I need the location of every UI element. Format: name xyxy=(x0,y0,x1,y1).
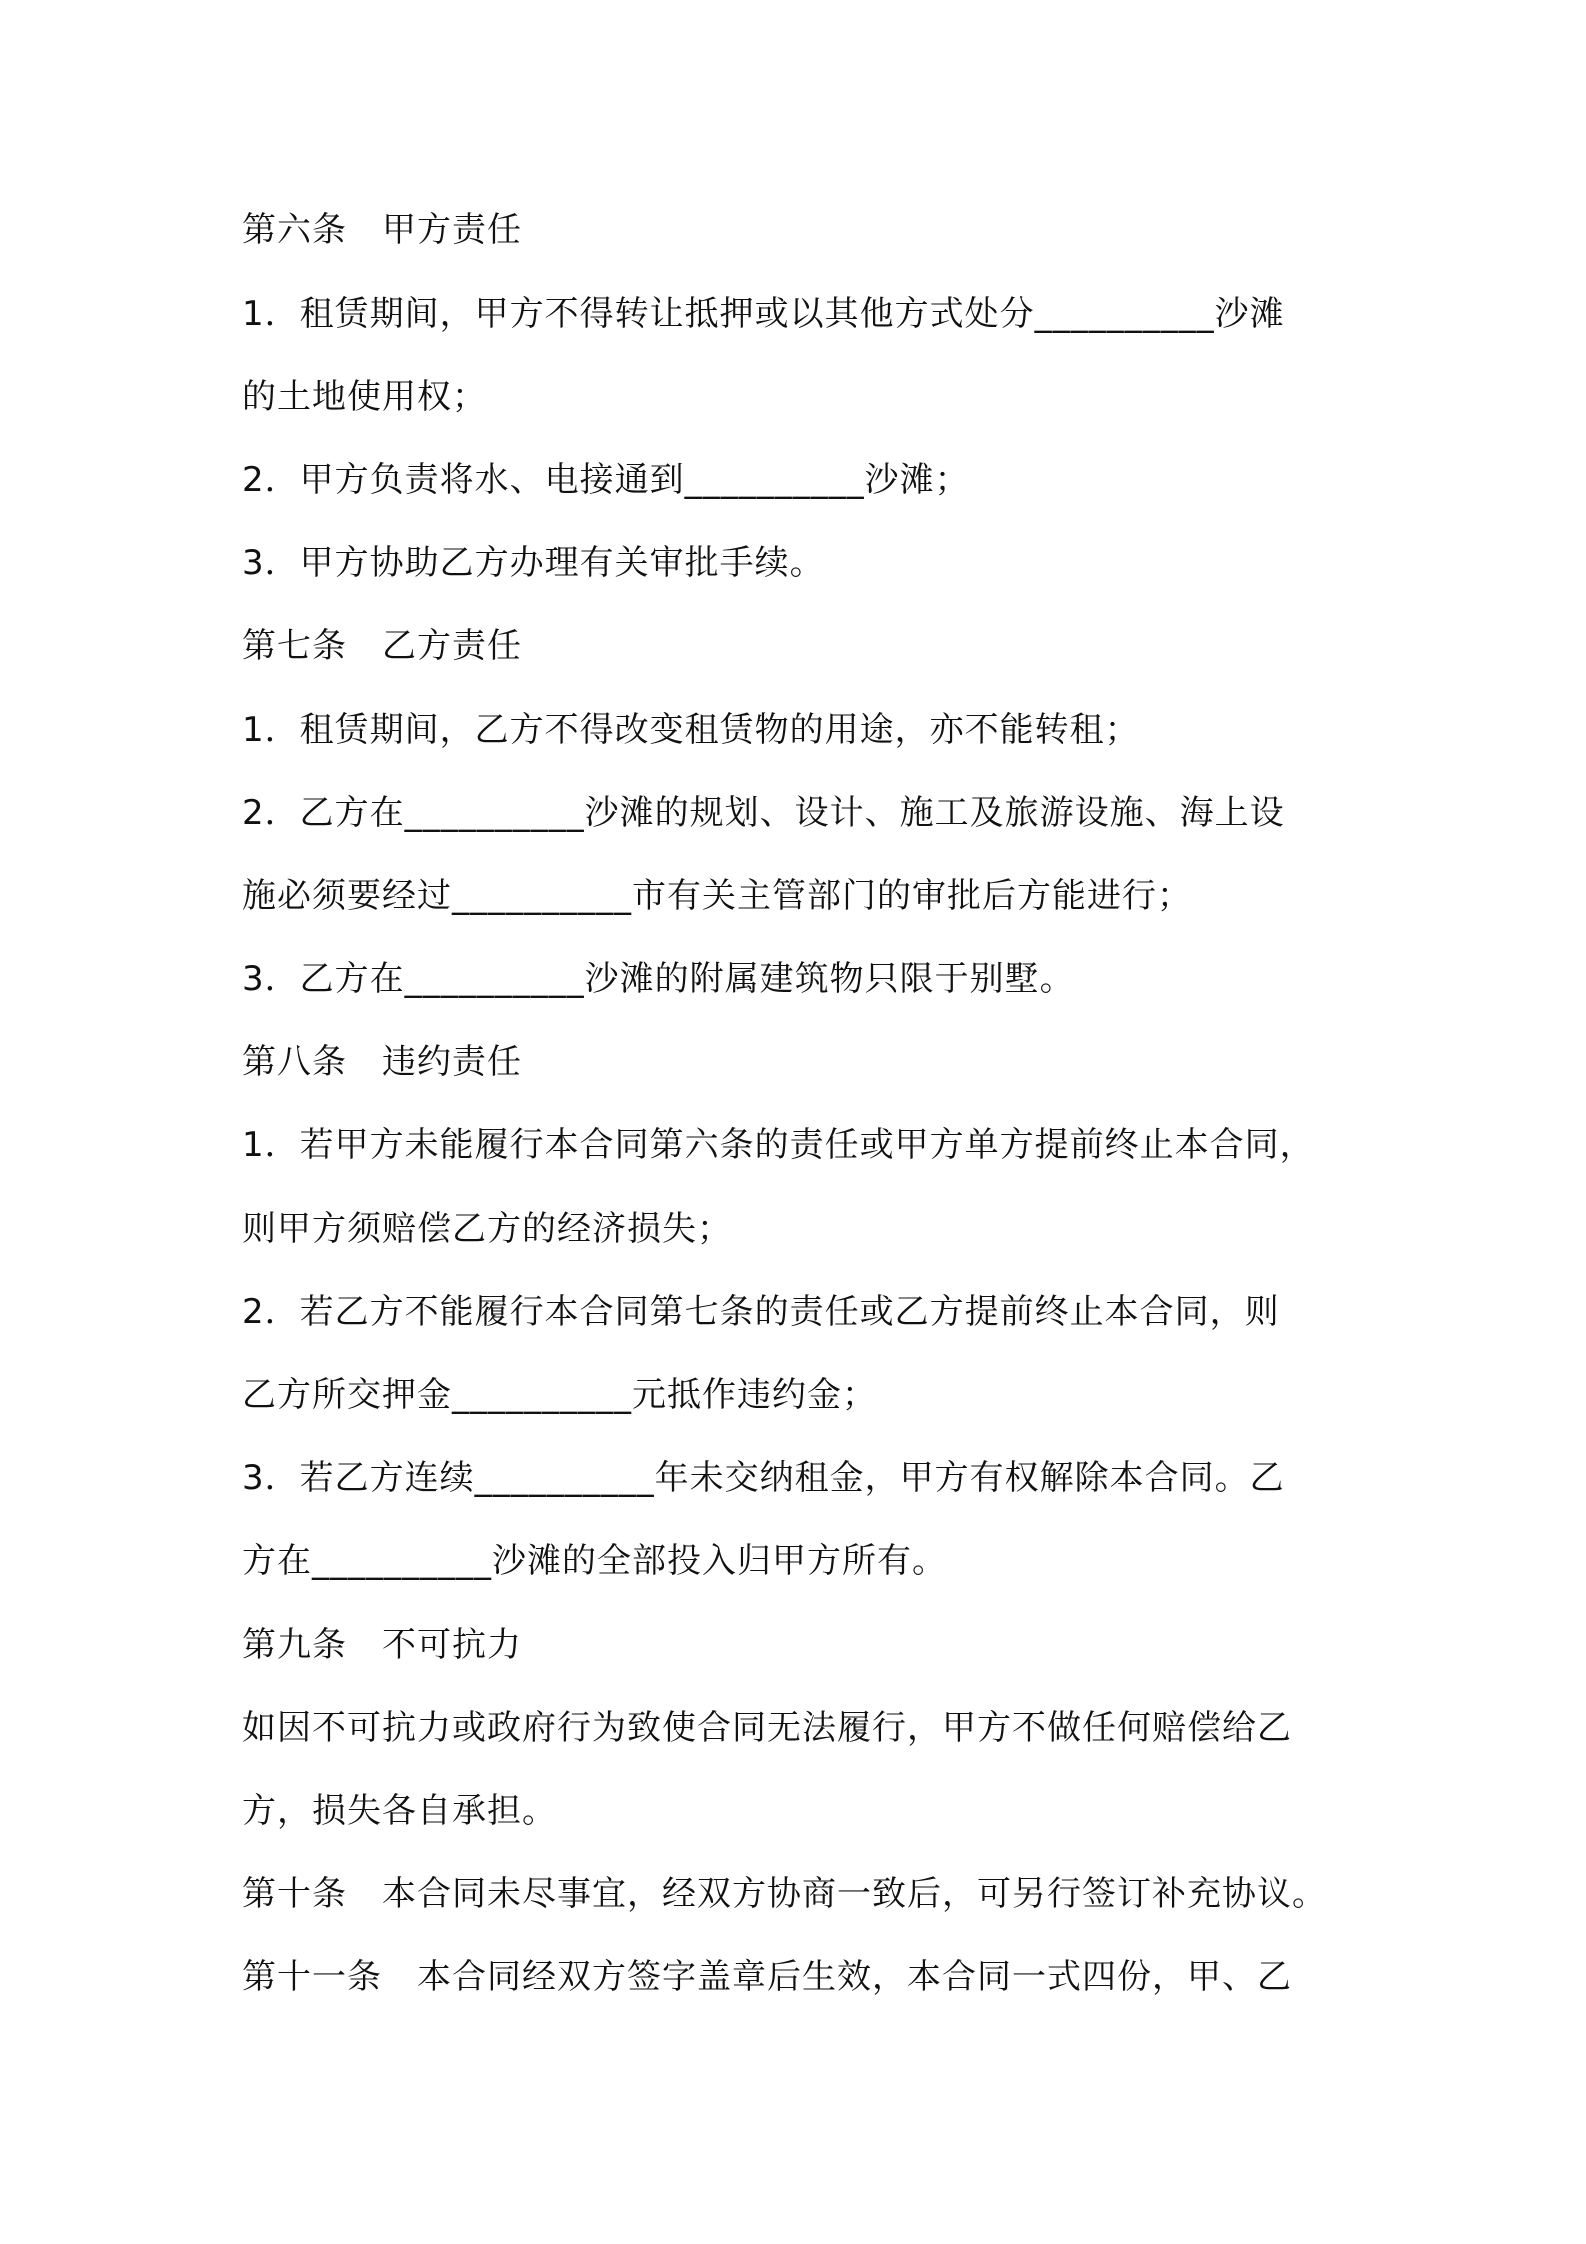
article-8-heading: 第八条 违约责任 xyxy=(242,1042,522,1082)
article-8-clause-1-cont: 则甲方须赔偿乙方的经济损失； xyxy=(242,1209,732,1249)
article-6-heading: 第六条 甲方责任 xyxy=(242,210,522,250)
article-7-clause-3: 3．乙方在__________沙滩的附属建筑物只限于别墅。 xyxy=(242,959,1075,999)
article-6-clause-1-cont: 的土地使用权； xyxy=(242,377,487,417)
article-8-clause-3: 3．若乙方连续__________年未交纳租金，甲方有权解除本合同。乙 xyxy=(242,1458,1285,1498)
article-7-clause-2-cont: 施必须要经过__________市有关主管部门的审批后方能进行； xyxy=(242,876,1192,916)
article-7-clause-2: 2．乙方在__________沙滩的规划、设计、施工及旅游设施、海上设 xyxy=(242,793,1285,833)
article-7-clause-1: 1．租赁期间，乙方不得改变租赁物的用途，亦不能转租； xyxy=(242,710,1140,750)
article-8-clause-2: 2．若乙方不能履行本合同第七条的责任或乙方提前终止本合同，则 xyxy=(242,1292,1280,1332)
article-6-clause-1: 1．租赁期间，甲方不得转让抵押或以其他方式处分__________沙滩 xyxy=(242,294,1285,334)
article-8-clause-3-cont: 方在__________沙滩的全部投入归甲方所有。 xyxy=(242,1541,947,1581)
article-8-clause-1: 1．若甲方未能履行本合同第六条的责任或甲方单方提前终止本合同， xyxy=(242,1125,1315,1165)
article-6-clause-3: 3．甲方协助乙方办理有关审批手续。 xyxy=(242,543,825,583)
article-9-body: 如因不可抗力或政府行为致使合同无法履行，甲方不做任何赔偿给乙 xyxy=(242,1708,1292,1748)
article-6-clause-2: 2．甲方负责将水、电接通到__________沙滩； xyxy=(242,460,970,500)
article-7-heading: 第七条 乙方责任 xyxy=(242,626,522,666)
article-10: 第十条 本合同未尽事宜，经双方协商一致后，可另行签订补充协议。 xyxy=(242,1874,1327,1914)
article-11: 第十一条 本合同经双方签字盖章后生效，本合同一式四份，甲、乙 xyxy=(242,1957,1292,1997)
article-9-body-cont: 方，损失各自承担。 xyxy=(242,1791,557,1831)
article-8-clause-2-cont: 乙方所交押金__________元抵作违约金； xyxy=(242,1375,877,1415)
article-9-heading: 第九条 不可抗力 xyxy=(242,1625,522,1665)
